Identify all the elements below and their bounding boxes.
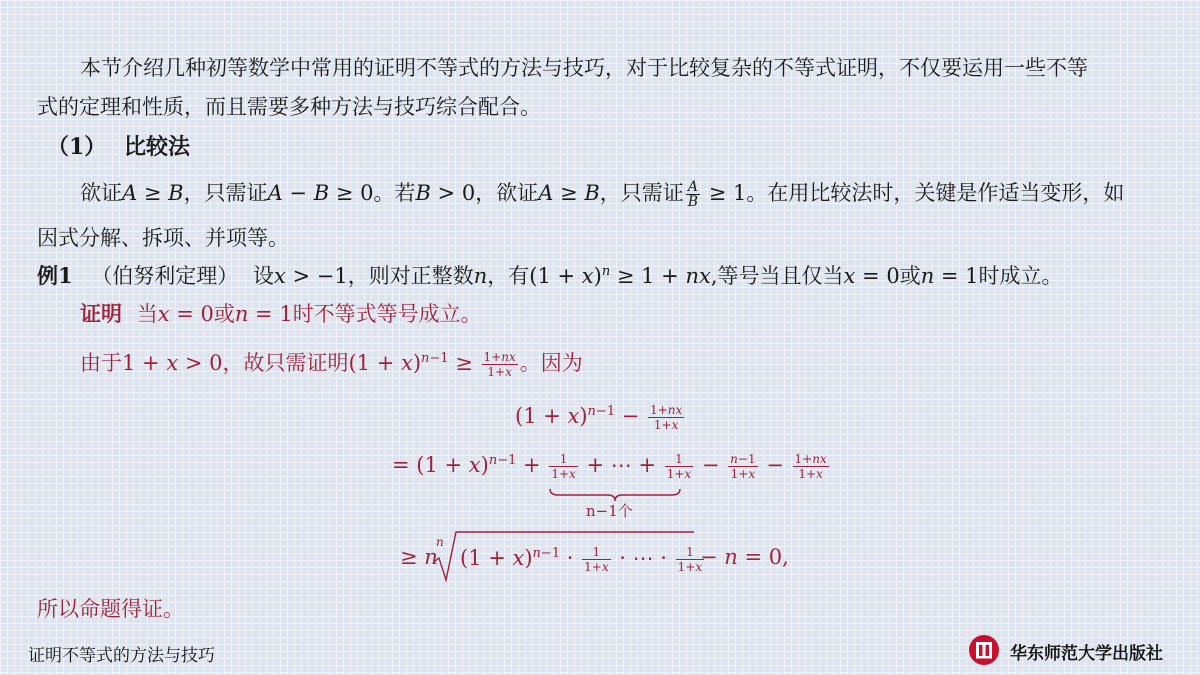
footer-title: 证明不等式的方法与技巧: [28, 646, 215, 665]
example-statement: 例1 （伯努利定理） 设x > −1，则对正整数n，有$(1 + x)^n \ge 1$ + nx,等号当且仅当x = 0或n = 1时成立。: [37, 263, 1063, 288]
math-line-3-radicand: $(1 + x)^{n-1}$ · $\frac{1}{1+x}$ · ⋯ · $\frac{1}{1+x}$: [460, 545, 703, 574]
math-line-3: ≥ n: [400, 545, 438, 569]
publisher-name: 华东师范大学出版社: [1010, 644, 1163, 663]
math-line-3-tail: − n = 0,: [700, 545, 789, 569]
math-line-1: $(1 + x)^{n-1}$ − $\frac{1+nx}{1+x}$: [515, 403, 683, 432]
math-line-2: = $(1 + x)^{n-1}$ + $\frac{1}{1+x}$ + ⋯ + $\frac{1}{1+x}$ − $\frac{n-1}{1+x}$ − $\frac{1+nx}{1+x}$: [392, 452, 827, 481]
proof-line-1: 证明 当x = 0或n = 1时不等式等号成立。: [80, 301, 482, 326]
section-number: （1）: [47, 134, 107, 160]
example-label: 例1: [37, 263, 73, 288]
section-heading: [47, 130, 190, 161]
proof-conclusion: 所以命题得证。: [37, 597, 184, 621]
method-line-2: 因式分解、拆项、并项等。: [37, 226, 289, 250]
intro-line-2: 式的定理和性质，而且需要多种方法与技巧综合配合。: [37, 95, 541, 119]
ecnu-press-logo-icon: [968, 634, 1000, 666]
proof-label: 证明: [80, 301, 122, 326]
section-title: 比较法: [123, 134, 190, 160]
brace-label: n−1个: [586, 502, 633, 520]
svg-text:n: n: [436, 535, 444, 549]
intro-line-1: 本节介绍几种初等数学中常用的证明不等式的方法与技巧，对于比较复杂的不等式证明，不仅要运用一些不等: [80, 56, 1088, 80]
example-name: （伯努利定理）: [91, 264, 239, 288]
proof-line-2: 由于1 + x > 0，故只需证明$(1 + x)^{n-1}$ ≥ $\frac{1+nx}{1+x}$ 。因为: [80, 350, 583, 379]
method-line-1: 欲证A ≥ B，只需证A − B ≥ 0。若B > 0，欲证A ≥ B，只需证 $\frac{A}{B}$ ≥ 1。在用比较法时，关键是作适当变形，如: [80, 179, 1125, 210]
